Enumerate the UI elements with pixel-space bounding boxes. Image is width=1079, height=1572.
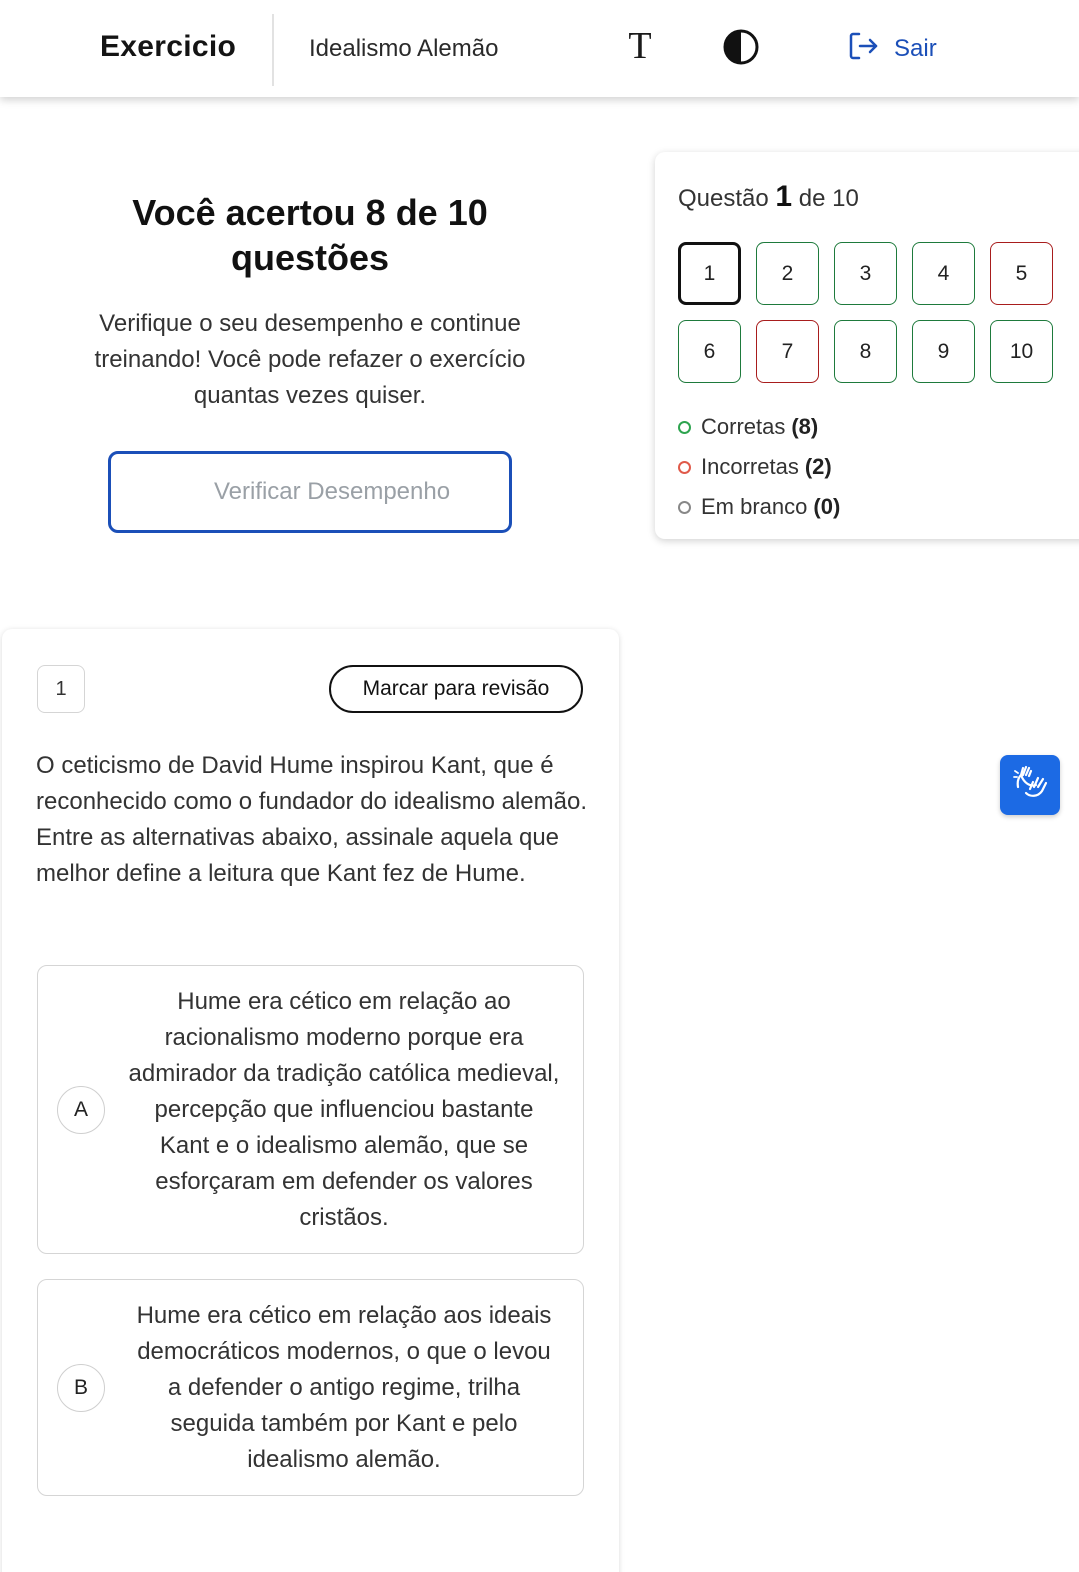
- question-button-2[interactable]: 2: [756, 242, 819, 305]
- question-button-1[interactable]: 1: [678, 242, 741, 305]
- sign-language-button[interactable]: [1000, 755, 1060, 815]
- question-number-badge: 1: [37, 665, 85, 713]
- font-size-icon[interactable]: T: [628, 25, 652, 67]
- question-counter: [678, 180, 859, 214]
- question-button-7[interactable]: 7: [756, 320, 819, 383]
- question-button-9[interactable]: 9: [912, 320, 975, 383]
- question-button-8[interactable]: 8: [834, 320, 897, 383]
- option-b-text: Hume era cético em relação aos ideais democráticos modernos, o que o levou a defender o antigo regime, trilha seguida também por Kant e pelo idealismo alemão.: [136, 1302, 552, 1473]
- question-button-3[interactable]: 3: [834, 242, 897, 305]
- legend-blank: Em branco (0): [678, 487, 840, 527]
- wrong-dot-icon: [678, 461, 691, 474]
- result-description: Verifique o seu desempenho e continue treinando! Você pode refazer o exercício quantas vezes quiser.: [94, 310, 526, 409]
- counter-prefix: Questão: [678, 185, 769, 212]
- status-legend: [678, 407, 840, 527]
- option-b[interactable]: [37, 1279, 584, 1496]
- question-button-10[interactable]: 10: [990, 320, 1053, 383]
- subject-title: Idealismo Alemão: [309, 35, 499, 62]
- option-a[interactable]: [37, 965, 584, 1254]
- question-button-6[interactable]: 6: [678, 320, 741, 383]
- legend-correct: Corretas (8): [678, 407, 840, 447]
- counter-current: 1: [775, 180, 793, 213]
- logout-icon: [846, 29, 880, 70]
- header-divider: [272, 14, 274, 86]
- counter-suffix: de 10: [798, 185, 859, 212]
- result-title: Você acertou 8 de 10 questões: [132, 192, 488, 278]
- logout-label: Sair: [894, 35, 937, 62]
- option-a-text: Hume era cético em relação ao racionalismo moderno porque era admirador da tradição católica medieval, percepção que influenciou bastante Kant e o idealismo alemão, que se esforçaram em defender os valores cristãos.: [128, 988, 560, 1231]
- logout-button[interactable]: [846, 30, 937, 68]
- question-grid: [678, 242, 1054, 383]
- blank-dot-icon: [678, 501, 691, 514]
- question-navigator: [655, 152, 1079, 539]
- correct-dot-icon: [678, 421, 691, 434]
- verify-performance-button[interactable]: Verificar Desempenho: [108, 451, 512, 533]
- option-a-letter: A: [57, 1086, 105, 1134]
- brand-title: Exercicio: [100, 30, 237, 63]
- legend-wrong: Incorretas (2): [678, 447, 840, 487]
- question-text: O ceticismo de David Hume inspirou Kant, que é reconhecido como o fundador do idealismo alemão. Entre as alternativas abaixo, assinale aquela que melhor define a leitura que Kant fez de Hume.: [36, 752, 588, 887]
- top-header: [0, 0, 1079, 97]
- mark-for-review-button[interactable]: Marcar para revisão: [329, 665, 583, 713]
- question-button-4[interactable]: 4: [912, 242, 975, 305]
- question-button-5[interactable]: 5: [990, 242, 1053, 305]
- contrast-icon[interactable]: [722, 28, 760, 66]
- option-b-letter: B: [57, 1364, 105, 1412]
- question-card: [2, 629, 619, 1572]
- sign-language-icon: [1010, 763, 1050, 808]
